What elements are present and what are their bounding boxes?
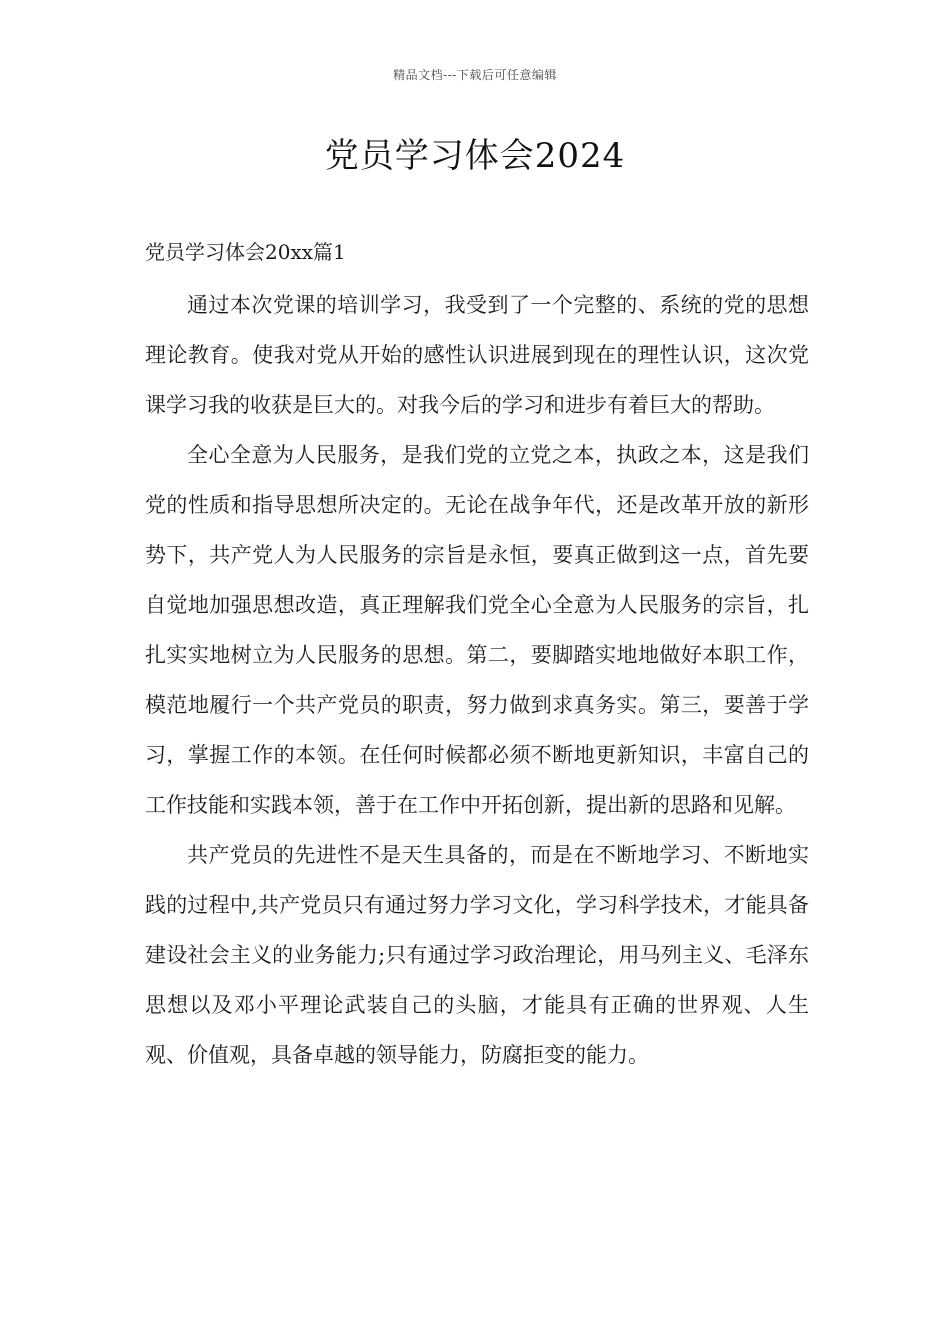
paragraph-3: 共产党员的先进性不是天生具备的，而是在不断地学习、不断地实践的过程中,共产党员只有通过努力学习文化，学习科学技术，才能具备建设社会主义的业务能力;只有通过学习政治理论，用马列主义、毛泽东思想以及邓小平理论武装自己的头脑，才能具有正确的世界观、人生观、价值观，具备卓越的领导能力，防腐拒变的能力。 xyxy=(145,843,809,1067)
document-title: 党员学习体会2024 xyxy=(324,136,626,176)
paragraph-1: 通过本次党课的培训学习，我受到了一个完整的、系统的党的思想理论教育。使我对党从开始的感性认识进展到现在的理性认识，这次党课学习我的收获是巨大的。对我今后的学习和进步有着巨大的帮助。 xyxy=(145,293,809,417)
header-note: 精品文档---下载后可任意编辑 xyxy=(393,68,557,82)
paragraph-2: 全心全意为人民服务，是我们党的立党之本，执政之本，这是我们党的性质和指导思想所决定的。无论在战争年代，还是改革开放的新形势下，共产党人为人民服务的宗旨是永恒，要真正做到这一点，首先要自觉地加强思想改造，真正理解我们党全心全意为人民服务的宗旨，扎扎实实地树立为人民服务的思想。第二，要脚踏实地地做好本职工作，模范地履行一个共产党员的职责，努力做到求真务实。第三，要善于学习，掌握工作的本领。在任何时候都必须不断地更新知识，丰富自己的工作技能和实践本领，善于在工作中开拓创新，提出新的思路和见解。 xyxy=(145,443,809,817)
document-body xyxy=(145,232,809,1080)
section-heading: 党员学习体会20xx篇1 xyxy=(145,240,346,264)
